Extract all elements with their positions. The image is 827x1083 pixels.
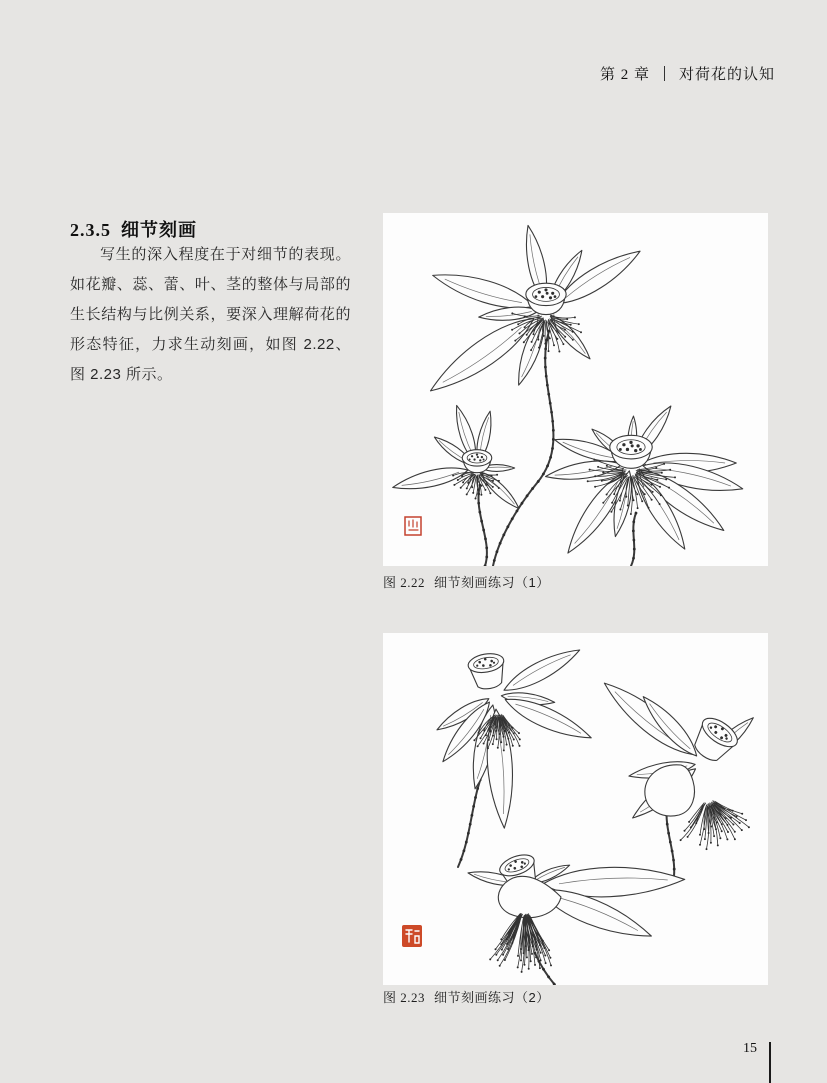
lotus-flower-right	[544, 402, 745, 559]
caption-label: 图 2.22	[383, 575, 426, 590]
caption-text: 细节刻画练习（2）	[434, 990, 550, 1005]
figure-caption-2-22	[383, 572, 550, 591]
lotus-flower-top	[423, 224, 645, 402]
lotus-flower-left	[391, 404, 523, 513]
artist-seal-solid	[402, 925, 422, 947]
chapter-label: 第 2 章	[599, 67, 650, 83]
artist-seal-outline	[405, 517, 421, 535]
header-divider	[664, 66, 665, 81]
figure-2-22-image	[383, 213, 768, 566]
figure-2-23-image	[383, 633, 768, 985]
page-number: 15	[743, 1041, 757, 1056]
section-heading	[70, 216, 197, 242]
lotus-pod-top-left	[434, 642, 595, 829]
section-title: 细节刻画	[121, 219, 197, 240]
lotus-line-drawing-1	[383, 213, 768, 566]
lotus-pod-right	[597, 674, 757, 849]
section-number: 2.3.5	[70, 219, 111, 240]
lotus-pod-bottom	[467, 851, 685, 972]
caption-label: 图 2.23	[383, 990, 426, 1005]
figure-caption-2-23	[383, 987, 550, 1006]
body-paragraph: 写生的深入程度在于对细节的表现。如花瓣、蕊、蕾、叶、茎的整体与局部的生长结构与比例关系，要深入理解荷花的形态特征，力求生动刻画，如图 2.22、图 2.23 所示。	[70, 246, 351, 383]
caption-text: 细节刻画练习（1）	[434, 575, 550, 590]
lotus-line-drawing-2	[383, 633, 768, 985]
chapter-title: 对荷花的认知	[678, 67, 775, 83]
footer-rule	[769, 1042, 771, 1083]
running-header	[600, 63, 775, 84]
